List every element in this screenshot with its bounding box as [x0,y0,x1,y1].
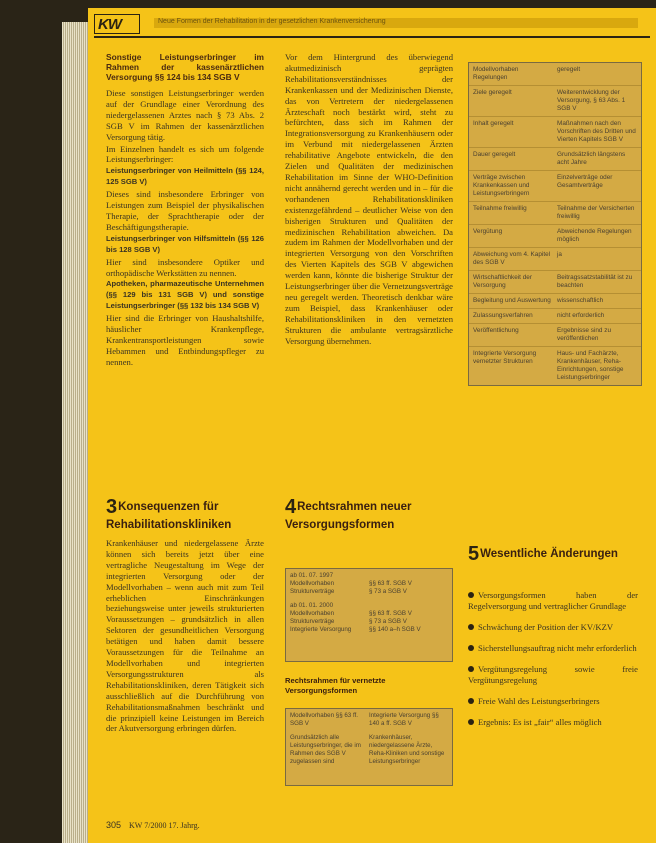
framework-cell: Modellvorhaben §§ 63 ff. SGB V [290,712,358,727]
section-heading: Sonstige Leistungserbringer im Rahmen der kassenärztlichen Versorgung §§ 124 bis 134 SGB V [106,52,264,82]
changes-list [468,590,638,738]
column-2 [285,52,453,347]
bullet-icon [468,624,474,630]
timeline-row [290,610,448,618]
bullet-icon [468,592,474,598]
page-number: 305 [106,820,122,830]
table-row [469,171,641,202]
running-title: Neue Formen der Rehabilitation in der gesetzlichen Krankenversicherung [154,18,638,28]
timeline-label: Modellvorhaben [290,580,335,587]
table-cell: Grundsätzlich längstens acht Jahre [557,151,626,166]
timeline-row [290,588,448,596]
timeline-row [290,618,448,626]
table-row [469,294,641,309]
table-cell: Einzelverträge oder Gesamtverträge [557,174,613,189]
table-cell: Abweichende Regelungen möglich [557,228,632,243]
table-row [469,324,641,347]
table-cell: Ziele geregelt [473,89,512,96]
table-cell: nicht erforderlich [557,312,605,319]
section-number: 4 [285,496,297,518]
table-cell: Inhalt geregelt [473,120,514,127]
timeline-label: Integrierte Versorgung [290,626,352,633]
book-spine [62,22,88,843]
timeline-ref: § 73 a SGB V [369,618,407,625]
table-cell: Zulassungsverfahren [473,312,533,319]
legal-timeline-box [285,568,453,662]
issue-info: KW 7/2000 17. Jahrg. [129,821,200,830]
regulation-table [468,62,642,386]
section-number: 3 [106,496,118,518]
header-rule [94,36,650,38]
subheading: Apotheken, pharmazeutische Unternehmen (§§ 129 bis 131 SGB V) und sonstige Leistungserbringer (§§ 132 bis 134 SGB V) [106,279,264,311]
table-cell: Teilnahme freiwillig [473,205,527,212]
table-cell: Integrierte Versorgung vernetzter Strukturen [473,350,537,365]
list-item [468,664,638,686]
page-header [94,14,650,34]
table-row [469,117,641,148]
table-row [469,86,641,117]
section-5-title [468,543,640,566]
legal-framework-box [285,708,453,786]
list-item [468,622,638,633]
bullet-icon [468,645,474,651]
framework-row [290,712,448,728]
timeline-group [290,602,448,634]
timeline-label: Strukturverträge [290,618,335,625]
page-footer [106,820,200,830]
table-cell: Wirtschaftlichkeit der Versorgung [473,274,532,289]
list-item-text: Ergebnis: Es ist „fair“ alles möglich [478,717,602,727]
paragraph: Hier sind die Erbringer von Haushaltshilfe, häuslicher Krankenpflege, Krankentransportleistungen sowie Hebammen und Entbindungspfleger zu nennen. [106,313,264,367]
table-cell: Abweichung vom 4. Kapitel des SGB V [473,251,551,266]
paragraph: Vor dem Hintergrund des überwiegend akutmedizinisch geprägten Rehabilitationsverständnisses der Krankenkassen und der Medizinischen Dienste, das von Vertretern der niedergelassenen Ärzteschaft noch bestärkt wird, steht zu befürchten, dass sich im Rahmen der Integrationsversorgung zu Krankenhäusern oder im Verbund mit niedergelassenen Ärzten rehabilitative Angebote entwickeln, die den Zielen und Qualitäten der medizinischen Rehabilitation im Sinne der WHO-Definition nicht annähernd gerecht werden und in – für die vorhandenen Rehabilitationskliniken existenzgefährdend – deutlicher Weise von den bisherigen Strukturen und Qualitäten der medizinischen Rehabilitation abweichen. Da zudem im Rahmen der Modellvorhaben und der integrierten Versorgung von den Vorschriften des Vierten Kapitels des SGB V abgewichen werden kann, könnte die bisherige Struktur der Leistungserbringer über die Vernetzungsverträge neu geregelt werden. Theoretisch denkbar wäre zum Beispiel, dass Krankenhäuser oder Rehabilitationskliniken in den vernetzten Strukturen die ambulante vertragsärztliche Versorgung übernehmen. [285,52,453,346]
paragraph: Im Einzelnen handelt es sich um folgende Leistungserbringer: [106,143,264,165]
paragraph: Krankenhäuser und niedergelassene Ärzte können sich bereits jetzt über eine vertragliche Neugestaltung im Wege der integrierten Versorgung oder der Modellvorhaben – wenn auch mit zum Teil erheblichen Einschränkungen beziehungsweise unter jeweils strukturierten Voraussetzungen – grundsätzlich in allen Sektoren der gesundheitlichen Versorgung betätigen und haben damit bessere Voraussetzungen für die Teilnahme an Modellvorhaben und integrierten Versorgungsstrukturen als Rehabilitationskliniken, deren Tätigkeit sich ausschließlich auf die Durchführung von Rehabilitationsmaßnahmen beschränkt und die prinzipiell keine Leistungen im Bereich der Akutversorgung erbringen dürfen. [106,538,264,734]
table-cell: wissenschaftlich [557,297,604,304]
table-cell: Veröffentlichung [473,327,519,334]
table-row [469,202,641,225]
table-cell: Beitragssatzstabilität ist zu beachten [557,274,633,289]
bullet-icon [468,719,474,725]
framework-cell: Integrierte Versorgung §§ 140 a ff. SGB V [369,712,439,727]
timeline-group [290,572,448,596]
list-item-text: Sicherstellungsauftrag nicht mehr erforderlich [478,643,637,653]
table-header-cell: geregelt [557,66,581,73]
table-cell: Begleitung und Auswertung [473,297,551,304]
table-cell: Vergütung [473,228,503,235]
section-number: 5 [468,543,480,565]
table-cell: Ergebnisse sind zu veröffentlichen [557,327,611,342]
timeline-label: Strukturverträge [290,588,335,595]
timeline-row [290,572,448,580]
table-row [469,148,641,171]
column-1 [106,52,264,369]
timeline-label: ab 01. 07. 1997 [290,572,334,579]
list-item [468,696,638,707]
list-item [468,590,638,612]
paragraph: Diese sonstigen Leistungserbringer werden auf der Grundlage einer Verordnung des niedergelassenen Arztes nach § 73 Abs. 2 SGB V im Rahmen der kassenärztlichen Versorgung tätig. [106,88,264,142]
section-title-text: Wesentliche Änderungen [480,548,618,560]
paragraph: Hier sind insbesondere Optiker und orthopädische Werkstätten zu nennen. [106,256,264,278]
timeline-ref [369,602,448,610]
table-cell: ja [557,251,562,258]
timeline-ref: §§ 63 ff. SGB V [369,610,412,617]
section-title-text: Konsequenzen für Rehabilitationskliniken [106,501,232,531]
box-title: Rechtsrahmen für vernetzte Versorgungsformen [285,676,386,695]
table-row [469,347,641,385]
framework-row [290,734,448,766]
framework-cell: Krankenhäuser, niedergelassene Ärzte, Reha-Kliniken und sonstige Leistungserbringer [369,734,445,765]
list-item-text: Schwächung der Position der KV/KZV [478,622,614,632]
section-title-text: Rechtsrahmen neuer Versorgungsformen [285,501,412,531]
section-3-title [106,496,276,532]
timeline-ref: §§ 63 ff. SGB V [369,580,412,587]
table-cell: Haus- und Fachärzte, Krankenhäuser, Reha-Einrichtungen, sonstige Leistungserbringer [557,350,624,381]
paragraph: Dieses sind insbesondere Erbringer von Leistungen zum Beispiel der physikalischen Therapie, der Sprachtherapie oder der Beschäftigungstherapie. [106,189,264,232]
bullet-icon [468,698,474,704]
table-row [469,248,641,271]
table-cell: Verträge zwischen Krankenkassen und Leistungserbringern [473,174,530,197]
table-cell: Weiterentwicklung der Versorgung, § 63 Abs. 1 SGB V [557,89,626,112]
table-header-row [469,63,641,86]
timeline-row [290,626,448,634]
timeline-label: Modellvorhaben [290,610,335,617]
table-row [469,271,641,294]
list-item [468,643,638,654]
table-row [469,309,641,324]
magazine-page [88,8,656,843]
list-item-text: Vergütungsregelung sowie freie Vergütungsregelung [468,664,638,685]
timeline-ref: §§ 140 a–h SGB V [369,626,421,633]
framework-cell: Grundsätzlich alle Leistungserbringer, die im Rahmen des SGB V zugelassen sind [290,734,361,765]
section-3-body [106,538,264,735]
timeline-label: ab 01. 01. 2000 [290,602,334,609]
timeline-ref: § 73 a SGB V [369,588,407,595]
table-cell: Dauer geregelt [473,151,516,158]
subheading: Leistungserbringer von Hilfsmitteln (§§ 126 bis 128 SGB V) [106,233,264,254]
timeline-row [290,602,448,610]
magazine-logo: KW [98,16,121,33]
list-item [468,717,638,728]
bullet-icon [468,666,474,672]
subheading: Leistungserbringer von Heilmitteln (§§ 124, 125 SGB V) [106,166,264,187]
timeline-ref [369,572,448,580]
table-cell: Teilnahme der Versicherten freiwillig [557,205,635,220]
table-row [469,225,641,248]
section-4-title [285,496,455,532]
timeline-row [290,580,448,588]
table-header-cell: Modellvorhaben Regelungen [473,66,519,81]
table-cell: Maßnahmen nach den Vorschriften des Dritten und Vierten Kapitels SGB V [557,120,636,143]
list-item-text: Freie Wahl des Leistungserbringers [478,696,600,706]
list-item-text: Versorgungsformen haben der Regelversorgung und vertraglicher Grundlage [468,590,638,611]
